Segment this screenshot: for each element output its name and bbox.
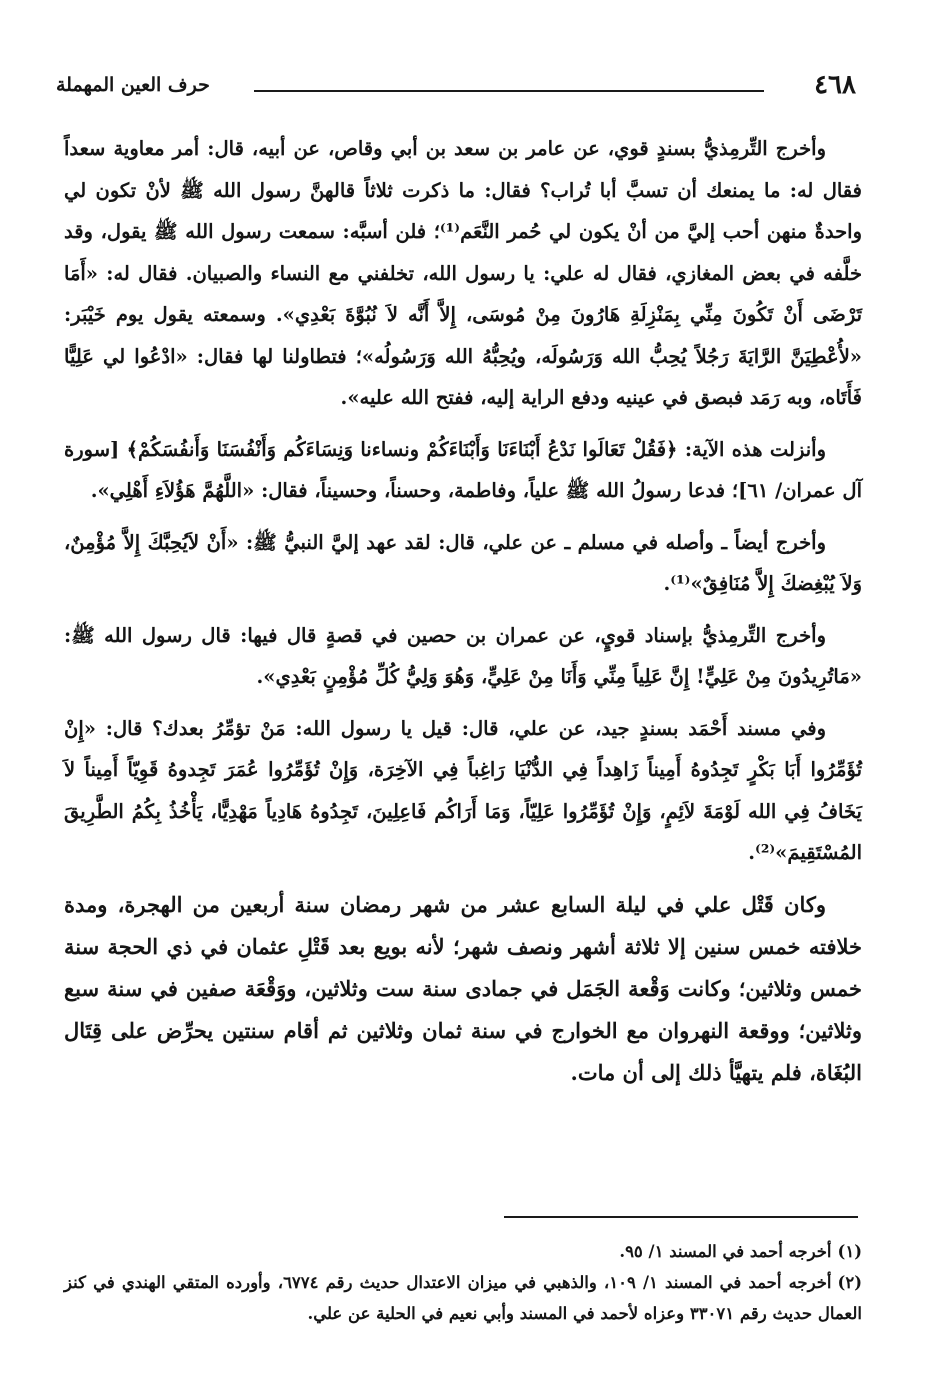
footnote-separator <box>504 1216 858 1218</box>
footnote-text: أخرجه أحمد في المسند ١/ ١٠٩، والذهبي في ميزان الاعتدال حديث رقم ٦٧٧٤، وأورده المتقي الهندي في كنز العمال حديث رقم ٣٣٠٧١ وعزاه لأحمد في المسند وأبي نعيم في الحلية عن علي. <box>64 1273 862 1323</box>
page-header <box>56 70 860 106</box>
footnote-item <box>64 1236 862 1267</box>
paragraph-ahmad-musnad: وفي مسند أَحْمَد بسندٍ جيد، عن علي، قال: قيل يا رسول الله: مَنْ تؤمِّرُ بعدك؟ قال: «إِنْ تُؤَمِّرُوا أَبَا بَكْرٍ تَجِدُوهُ أَمِيناً زَاهِداً فِي الدُّنْيَا رَاغِباً فِي الآخِرَة، وَإِنْ تُؤَمِّرُوا عُمَرَ تَجِدوهُ قَوِيّاً أَمِيناً لاَ يَخَافُ فِي الله لَوْمَةَ لاَئِمٍ، وَإِنْ تُؤَمِّرُوا عَلِيّاً، وَمَا أَرَاكُم فَاعِلِينَ، تَجِدُوهُ هَادِياً مَهْدِيًّا، يَأْخُذُ بِكُمُ الطَّرِيقَ المُسْتَقِيمَ»⁽²⁾. <box>64 716 862 864</box>
chapter-title: حرف العين المهملة <box>56 74 210 96</box>
main-text <box>64 128 862 1104</box>
footnote-item <box>64 1267 862 1329</box>
footnote-number: (٢) <box>837 1273 863 1292</box>
paragraph-tirmidhi-saad: وأخرج التِّرمِذيُّ بسندٍ قوي، عن عامر بن سعد بن أبي وقاص، عن أبيه، قال: أمر معاوية سعداً فقال له: ما يمنعك أن تسبَّ أبا تُراب؟ فقال: ما ذكرت ثلاثاً قالهنَّ رسول الله ﷺ لأنْ تكون لي واحدةٌ منهن أحب إليَّ من أنْ يكون لي حُمر النَّعَم⁽¹⁾؛ فلن أسبَّه: سمعت رسول الله ﷺ يقول، وقد خلَّفه في بعض المغازي، فقال له علي: يا رسول الله، تخلفني مع النساء والصبيان. فقال له: «أَمَا تَرْضَى أَنْ تَكُونَ مِنِّي بِمَنْزِلَةِ هَارُونَ مِنْ مُوسَى، إِلاَّ أَنَّه لاَ نُبُوَّةَ بَعْدِي». وسمعته يقول يوم خَيْبَر: «لأُعْطِيَنَّ الرَّايَةَ رَجُلاً يُحِبُّ الله وَرَسُولَه، ويُحِبُّهُ الله وَرَسُولُه»؛ فتطاولنا لها فقال: «ادْعُوا لي عَلِيًّا فَأَتَاه، وبه رَمَد فبصق في عينيه ودفع الراية إليه، ففتح الله عليه». <box>64 137 862 409</box>
footnotes <box>64 1236 862 1329</box>
footnote-number: (١) <box>837 1242 862 1261</box>
paragraph-death-of-ali: وكان قَتْل علي في ليلة السابع عشر من شهر رمضان سنة أربعين من الهجرة، ومدة خلافته خمس سنين إلا ثلاثة أشهر ونصف شهر؛ لأنه بويع بعد قَتْلِ عثمان في ذي الحجة سنة خمس وثلاثين؛ وكانت وَقْعة الجَمَل في جمادى سنة ست وثلاثين، ووَقْعَة صفين في سنة سبع وثلاثين؛ ووقعة النهروان مع الخوارج في سنة ثمان وثلاثين ثم أقام سنتين يحرِّض على قِتَال البُغَاة، فلم يتهيَّأ ذلك إلى أن مات. <box>64 891 862 1085</box>
paragraph-imran-hadith: وأخرج التِّرمِذيُّ بإسناد قويٍ، عن عمران بن حصين في قصةٍ قال فيها: قال رسول الله ﷺ: «مَاتُرِيدُونَ مِنْ عَلِيٍّ! إِنَّ عَلِياً مِنِّي وَأَنَا مِنْ عَلِيٍّ، وَهُوَ وَلِيُّ كُلِّ مُؤْمِنٍ بَعْدِي». <box>64 623 862 688</box>
page-number: ٤٦٨ <box>814 70 856 100</box>
paragraph-mubahala-verse: وأنزلت هذه الآية: ﴿فَقُلْ تَعَالَوا نَدْعُ أَبْنَاءَنَا وَأَبْنَاءَكُمْ ونساءنا وَنِسَاءَكُم وَأَنْفُسَنَا وَأَنفُسَكُمْ﴾ [سورة آل عمران/ ٦١]؛ فدعا رسولُ الله ﷺ علياً، وفاطمة، وحسناً، وحسيناً، فقال: «اللَّهُمَّ هَؤُلاَءِ أَهْلِي». <box>64 437 862 502</box>
paragraph-muslim-hadith: وأخرج أيضاً ـ وأصله في مسلم ـ عن علي، قال: لقد عهد إليَّ النبيُّ ﷺ: «أَنْ لاَيُحِبَّكَ إِلاَّ مُؤْمِنٌ، وَلاَ يُبْغِضكَ إِلاَّ مُنَافِقٌ»⁽¹⁾. <box>64 530 862 595</box>
footnote-text: أخرجه أحمد في المسند ١/ ٩٥. <box>619 1242 832 1261</box>
header-rule <box>254 90 764 92</box>
